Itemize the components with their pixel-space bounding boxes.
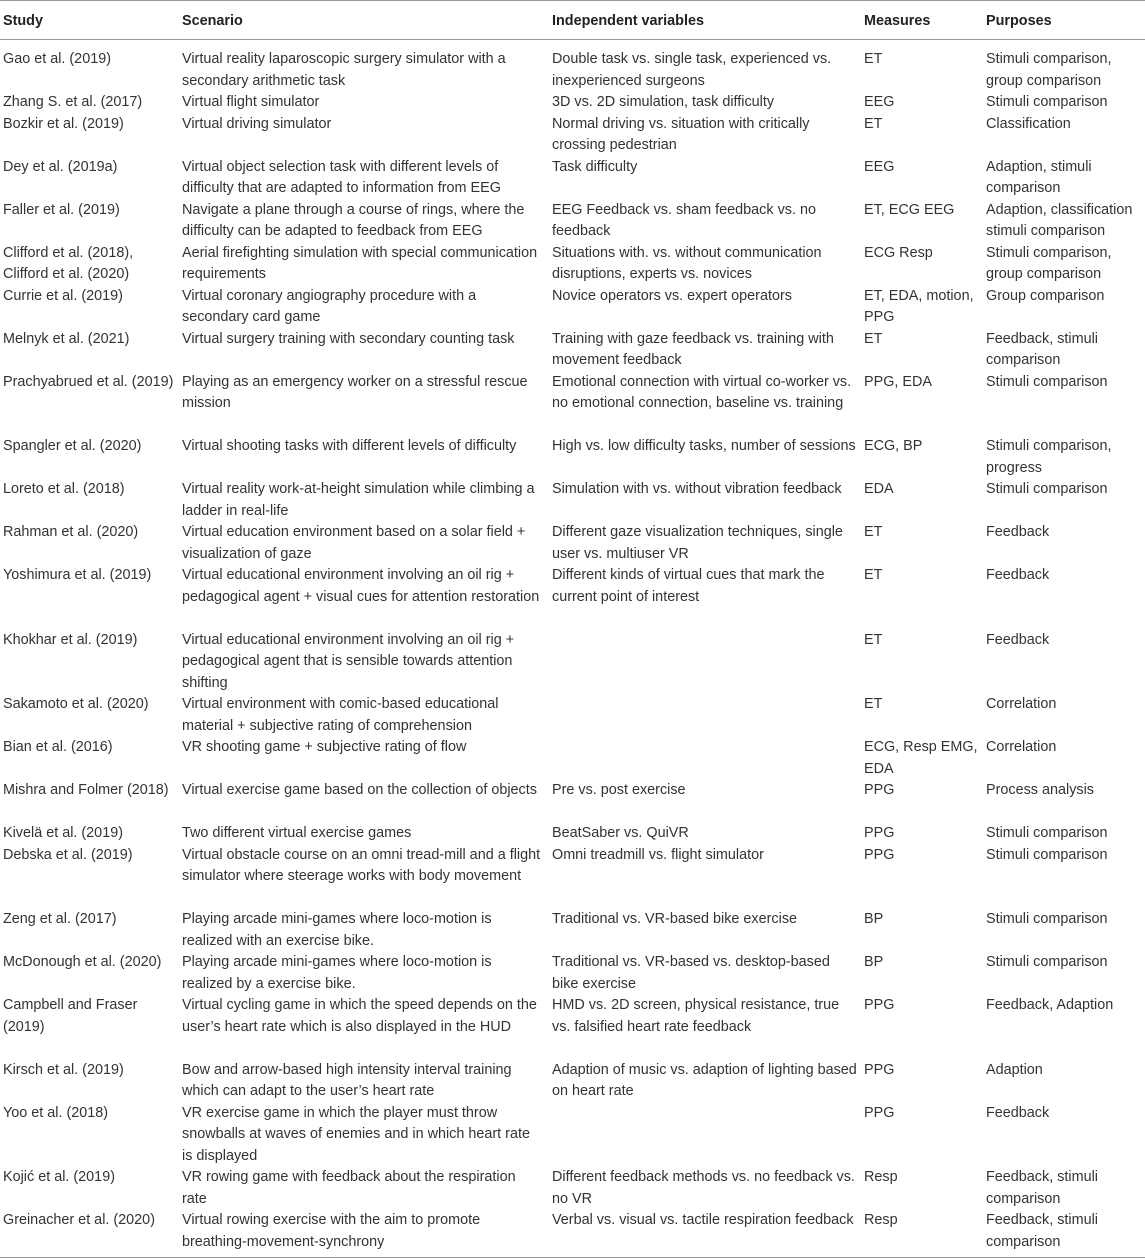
table-header bbox=[0, 0, 1145, 40]
cell-study: Currie et al. (2019) bbox=[3, 287, 123, 304]
cell-measures: ET bbox=[864, 330, 883, 347]
cell-study: Rahman et al. (2020) bbox=[3, 524, 139, 540]
cell-scenario: Virtual obstacle course on an omni tread-mill and a flight simulator where steerage works with body movement bbox=[182, 846, 541, 884]
header-scenario: Scenario bbox=[182, 13, 243, 29]
cell-independent-variables: BeatSaber vs. QuiVR bbox=[552, 825, 689, 841]
cell-measures: ET bbox=[864, 524, 883, 540]
table-row bbox=[0, 1103, 1145, 1168]
table-row bbox=[0, 952, 1145, 995]
cell-independent-variables: Traditional vs. VR-based vs. desktop-based bike exercise bbox=[552, 954, 830, 992]
cell-purposes: Feedback, stimuli comparison bbox=[986, 330, 1098, 368]
cell-purposes: Correlation bbox=[986, 696, 1057, 712]
cell-measures: ET bbox=[864, 567, 883, 583]
cell-purposes: Stimuli comparison bbox=[986, 846, 1108, 863]
cell-scenario: Virtual cycling game in which the speed depends on the user’s heart rate which is also displayed in the HUD bbox=[182, 997, 537, 1035]
table-body bbox=[0, 40, 1145, 1253]
cell-purposes: Feedback bbox=[986, 1104, 1050, 1121]
cell-measures: ECG, BP bbox=[864, 438, 923, 454]
table-row bbox=[0, 114, 1145, 157]
cell-scenario: Virtual reality work-at-height simulation while climbing a ladder in real-life bbox=[182, 481, 535, 519]
cell-independent-variables: Different kinds of virtual cues that mark the current point of interest bbox=[552, 567, 825, 605]
cell-study: Zhang S. et al. (2017) bbox=[3, 94, 143, 110]
table-row bbox=[0, 49, 1145, 92]
cell-independent-variables: Omni treadmill vs. flight simulator bbox=[552, 846, 764, 863]
cell-purposes: Stimuli comparison bbox=[986, 373, 1108, 390]
table-row bbox=[0, 329, 1145, 372]
cell-scenario: Virtual shooting tasks with different levels of difficulty bbox=[182, 438, 517, 454]
cell-study: Spangler et al. (2020) bbox=[3, 438, 142, 454]
cell-study: McDonough et al. (2020) bbox=[3, 954, 162, 970]
cell-scenario: Virtual environment with comic-based educational material + subjective rating of comprehension bbox=[182, 696, 499, 734]
table-row bbox=[0, 823, 1145, 845]
table-row bbox=[0, 1167, 1145, 1210]
table-row bbox=[0, 243, 1145, 286]
cell-measures: PPG bbox=[864, 1061, 895, 1078]
cell-measures: PPG bbox=[864, 1104, 895, 1121]
cell-study: Greinacher et al. (2020) bbox=[3, 1212, 155, 1228]
table-row bbox=[0, 780, 1145, 823]
header-independent-variables: Independent variables bbox=[552, 13, 704, 29]
cell-purposes: Feedback bbox=[986, 631, 1050, 648]
cell-study: Kivelä et al. (2019) bbox=[3, 825, 123, 841]
cell-scenario: Virtual educational environment involving an oil rig + pedagogical agent that is sensible towards attention shifting bbox=[182, 631, 515, 691]
cell-measures: Resp bbox=[864, 1212, 898, 1228]
cell-scenario: VR shooting game + subjective rating of flow bbox=[182, 739, 467, 755]
cell-scenario: Two different virtual exercise games bbox=[182, 825, 412, 841]
cell-study: Clifford et al. (2018), Clifford et al. (2020) bbox=[3, 244, 134, 282]
cell-scenario: Virtual educational environment involving an oil rig + pedagogical agent + visual cues for attention restoration bbox=[182, 567, 540, 605]
cell-independent-variables: Task difficulty bbox=[552, 158, 638, 175]
cell-purposes: Group comparison bbox=[986, 287, 1105, 304]
cell-study: Bozkir et al. (2019) bbox=[3, 115, 124, 132]
table-row bbox=[0, 436, 1145, 479]
cell-measures: ET bbox=[864, 51, 883, 67]
cell-scenario: Virtual surgery training with secondary counting task bbox=[182, 330, 515, 347]
cell-measures: ET, EDA, motion, PPG bbox=[864, 287, 974, 325]
cell-scenario: Virtual coronary angiography procedure with a secondary card game bbox=[182, 287, 477, 325]
cell-study: Gao et al. (2019) bbox=[3, 51, 111, 67]
cell-independent-variables: Novice operators vs. expert operators bbox=[552, 287, 792, 304]
cell-scenario: Playing as an emergency worker on a stressful rescue mission bbox=[182, 373, 528, 411]
table-row bbox=[0, 909, 1145, 952]
cell-scenario: Virtual object selection task with different levels of difficulty that are adapted to information from EEG bbox=[182, 158, 501, 196]
cell-scenario: Playing arcade mini-games where loco-motion is realized by a exercise bike. bbox=[182, 954, 492, 992]
cell-purposes: Feedback bbox=[986, 567, 1050, 583]
cell-study: Campbell and Fraser (2019) bbox=[3, 997, 138, 1035]
cell-purposes: Feedback, Adaption bbox=[986, 997, 1114, 1013]
cell-purposes: Stimuli comparison bbox=[986, 954, 1108, 970]
header-purposes: Purposes bbox=[986, 13, 1052, 29]
table-row bbox=[0, 1060, 1145, 1103]
cell-purposes: Stimuli comparison, group comparison bbox=[986, 51, 1112, 89]
cell-scenario: VR exercise game in which the player must throw snowballs at waves of enemies and in which heart rate is displayed bbox=[182, 1104, 530, 1164]
cell-purposes: Process analysis bbox=[986, 782, 1094, 798]
cell-purposes: Feedback bbox=[986, 524, 1050, 540]
table-row bbox=[0, 1210, 1145, 1253]
cell-study: Zeng et al. (2017) bbox=[3, 911, 117, 927]
cell-independent-variables: Verbal vs. visual vs. tactile respiration feedback bbox=[552, 1212, 854, 1228]
cell-scenario: Aerial firefighting simulation with special communication requirements bbox=[182, 244, 538, 282]
cell-measures: ET, ECG EEG bbox=[864, 201, 955, 218]
cell-independent-variables: Normal driving vs. situation with critically crossing pedestrian bbox=[552, 115, 810, 153]
cell-study: Faller et al. (2019) bbox=[3, 201, 120, 218]
table-row bbox=[0, 565, 1145, 630]
table-row bbox=[0, 372, 1145, 437]
cell-purposes: Feedback, stimuli comparison bbox=[986, 1212, 1098, 1250]
cell-scenario: Virtual education environment based on a solar field + visualization of gaze bbox=[182, 524, 526, 562]
table-row bbox=[0, 995, 1145, 1060]
table-row bbox=[0, 694, 1145, 737]
cell-study: Kirsch et al. (2019) bbox=[3, 1061, 124, 1078]
cell-measures: EDA bbox=[864, 481, 894, 497]
cell-measures: ECG, Resp EMG, EDA bbox=[864, 739, 978, 777]
cell-purposes: Stimuli comparison bbox=[986, 911, 1108, 927]
cell-independent-variables: Traditional vs. VR-based bike exercise bbox=[552, 911, 798, 927]
cell-measures: PPG, EDA bbox=[864, 373, 932, 390]
cell-purposes: Adaption, stimuli comparison bbox=[986, 158, 1092, 196]
table-row bbox=[0, 479, 1145, 522]
cell-study: Sakamoto et al. (2020) bbox=[3, 696, 149, 712]
header-measures: Measures bbox=[864, 13, 931, 29]
cell-scenario: VR rowing game with feedback about the respiration rate bbox=[182, 1169, 516, 1207]
cell-scenario: Virtual exercise game based on the collection of objects bbox=[182, 782, 537, 798]
cell-measures: PPG bbox=[864, 782, 895, 798]
table-row bbox=[0, 200, 1145, 243]
cell-scenario: Virtual flight simulator bbox=[182, 94, 320, 110]
cell-measures: ECG Resp bbox=[864, 244, 933, 261]
cell-scenario: Playing arcade mini-games where loco-motion is realized with an exercise bike. bbox=[182, 911, 492, 949]
cell-measures: BP bbox=[864, 954, 884, 970]
cell-purposes: Stimuli comparison bbox=[986, 94, 1108, 110]
table-row bbox=[0, 522, 1145, 565]
cell-independent-variables: HMD vs. 2D screen, physical resistance, true vs. falsified heart rate feedback bbox=[552, 997, 840, 1035]
cell-independent-variables: Pre vs. post exercise bbox=[552, 782, 686, 798]
table-row bbox=[0, 92, 1145, 114]
cell-independent-variables: 3D vs. 2D simulation, task difficulty bbox=[552, 94, 775, 110]
cell-scenario: Virtual rowing exercise with the aim to promote breathing-movement-synchrony bbox=[182, 1212, 481, 1250]
cell-independent-variables: Emotional connection with virtual co-worker vs. no emotional connection, baseline vs. training bbox=[552, 373, 852, 411]
cell-independent-variables: Different feedback methods vs. no feedback vs. no VR bbox=[552, 1169, 855, 1207]
cell-purposes: Correlation bbox=[986, 739, 1057, 755]
cell-scenario: Virtual reality laparoscopic surgery simulator with a secondary arithmetic task bbox=[182, 51, 506, 89]
cell-measures: PPG bbox=[864, 846, 895, 863]
cell-independent-variables: Adaption of music vs. adaption of lighting based on heart rate bbox=[552, 1061, 857, 1099]
cell-study: Yoshimura et al. (2019) bbox=[3, 567, 152, 583]
table-row bbox=[0, 630, 1145, 695]
cell-independent-variables: Training with gaze feedback vs. training with movement feedback bbox=[552, 330, 834, 368]
cell-purposes: Stimuli comparison, group comparison bbox=[986, 244, 1112, 282]
cell-study: Khokhar et al. (2019) bbox=[3, 631, 138, 648]
cell-study: Debska et al. (2019) bbox=[3, 846, 133, 863]
cell-measures: ET bbox=[864, 115, 883, 132]
cell-study: Prachyabrued et al. (2019) bbox=[3, 373, 174, 390]
header-study: Study bbox=[3, 13, 43, 29]
cell-purposes: Stimuli comparison, progress bbox=[986, 438, 1112, 476]
cell-scenario: Bow and arrow-based high intensity interval training which can adapt to the user’s heart rate bbox=[182, 1061, 512, 1099]
cell-measures: ET bbox=[864, 631, 883, 648]
cell-study: Dey et al. (2019a) bbox=[3, 158, 118, 175]
cell-purposes: Adaption, classification stimuli comparison bbox=[986, 201, 1133, 239]
table-row bbox=[0, 845, 1145, 910]
cell-purposes: Classification bbox=[986, 115, 1071, 132]
cell-measures: EEG bbox=[864, 94, 895, 110]
bottom-rule bbox=[0, 1257, 1145, 1258]
cell-measures: PPG bbox=[864, 825, 895, 841]
cell-independent-variables: High vs. low difficulty tasks, number of sessions bbox=[552, 438, 856, 454]
cell-measures: BP bbox=[864, 911, 884, 927]
table-row bbox=[0, 737, 1145, 780]
cell-measures: ET bbox=[864, 696, 883, 712]
cell-study: Mishra and Folmer (2018) bbox=[3, 782, 169, 798]
cell-purposes: Stimuli comparison bbox=[986, 825, 1108, 841]
cell-scenario: Navigate a plane through a course of rings, where the difficulty can be adapted to feedback from EEG bbox=[182, 201, 525, 239]
cell-measures: EEG bbox=[864, 158, 895, 175]
table-row bbox=[0, 157, 1145, 200]
cell-study: Yoo et al. (2018) bbox=[3, 1104, 109, 1121]
cell-purposes: Feedback, stimuli comparison bbox=[986, 1169, 1098, 1207]
cell-purposes: Adaption bbox=[986, 1061, 1043, 1078]
cell-study: Melnyk et al. (2021) bbox=[3, 330, 130, 347]
cell-independent-variables: Different gaze visualization techniques, single user vs. multiuser VR bbox=[552, 524, 843, 562]
cell-study: Kojić et al. (2019) bbox=[3, 1169, 115, 1185]
cell-study: Bian et al. (2016) bbox=[3, 739, 113, 755]
cell-measures: Resp bbox=[864, 1169, 898, 1185]
table-row bbox=[0, 286, 1145, 329]
cell-independent-variables: Situations with. vs. without communication disruptions, experts vs. novices bbox=[552, 244, 822, 282]
cell-measures: PPG bbox=[864, 997, 895, 1013]
cell-independent-variables: Double task vs. single task, experienced vs. inexperienced surgeons bbox=[552, 51, 832, 89]
cell-independent-variables: EEG Feedback vs. sham feedback vs. no feedback bbox=[552, 201, 816, 239]
cell-purposes: Stimuli comparison bbox=[986, 481, 1108, 497]
cell-independent-variables: Simulation with vs. without vibration feedback bbox=[552, 481, 842, 497]
cell-scenario: Virtual driving simulator bbox=[182, 115, 332, 132]
cell-study: Loreto et al. (2018) bbox=[3, 481, 125, 497]
